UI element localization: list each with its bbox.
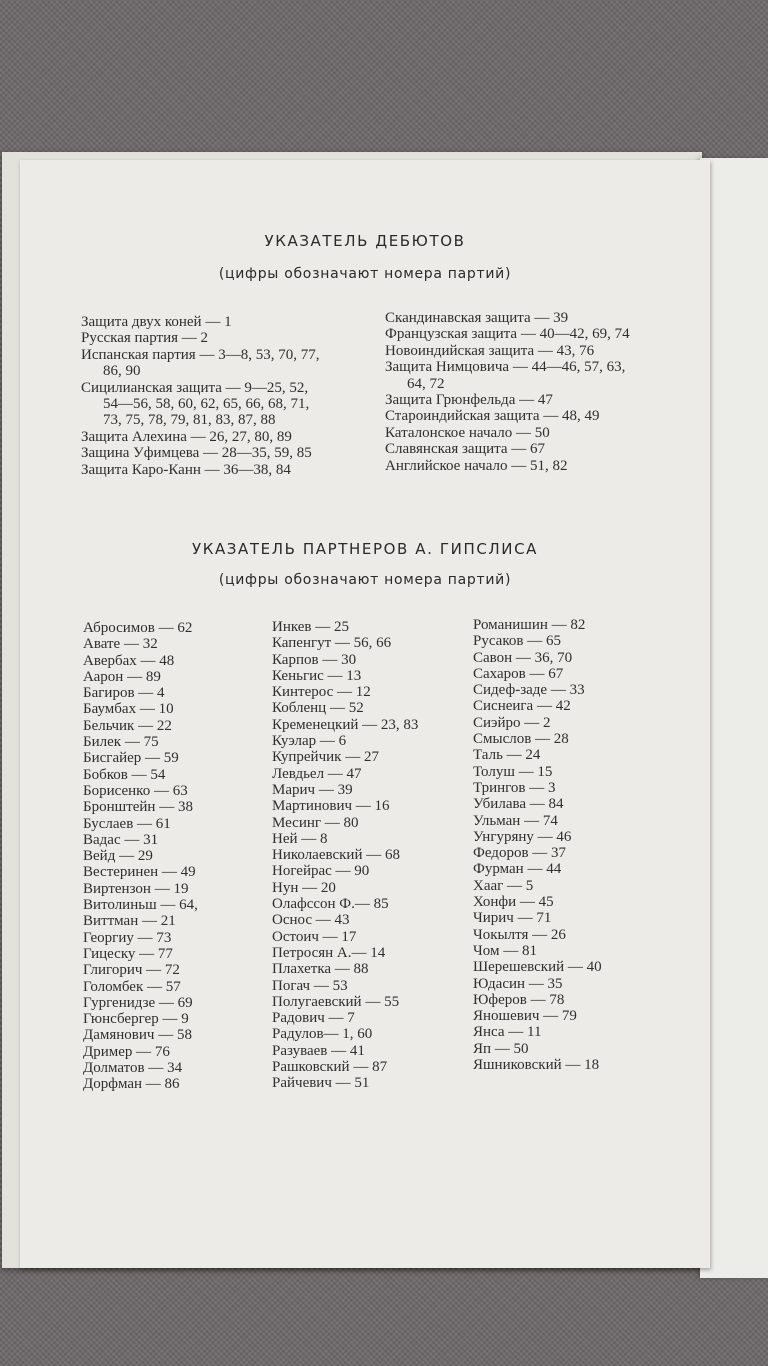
partner-entry: Николаевский — 68 <box>272 847 400 864</box>
partner-entry: Авербах — 48 <box>83 652 175 669</box>
partner-entry: Райчевич — 51 <box>272 1075 370 1092</box>
partner-entry: Сиснеига — 42 <box>473 698 571 715</box>
opening-entry: Защита Грюнфельда — 47 <box>385 392 553 409</box>
opening-entry: Защита двух коней — 1 <box>81 314 232 330</box>
partner-entry: Романишин — 82 <box>473 617 586 633</box>
partner-entry: Петросян А.— 14 <box>272 944 386 961</box>
partner-entry: Гюнсбергер — 9 <box>83 1011 189 1028</box>
partner-entry: Яп — 50 <box>473 1040 529 1057</box>
partner-entry: Унгуряну — 46 <box>473 828 572 845</box>
partner-entry: Борисенко — 63 <box>83 782 188 799</box>
partner-entry: Дорфман — 86 <box>83 1076 180 1093</box>
partner-entry: Кеньгис — 13 <box>272 667 362 684</box>
partner-entry: Бобков — 54 <box>83 766 166 783</box>
partner-entry: Олафссон Ф.— 85 <box>272 896 389 913</box>
partner-entry: Остоич — 17 <box>272 928 357 945</box>
partner-entry: Радулов— 1, 60 <box>272 1026 373 1043</box>
partner-entry: Трингов — 3 <box>473 779 556 796</box>
opening-entry: Староиндийская защита — 48, 49 <box>385 408 600 425</box>
partner-entry: Чом — 81 <box>473 942 537 959</box>
opening-entry: Защита Алехина — 26, 27, 80, 89 <box>81 428 292 445</box>
partner-entry: Оснос — 43 <box>272 912 350 929</box>
partner-entry: Толуш — 15 <box>473 763 553 780</box>
partner-entry: Карпов — 30 <box>272 651 357 668</box>
partner-entry: Хонфи — 45 <box>473 894 554 911</box>
partners-column-3 <box>473 617 602 1073</box>
partner-entry: Яношевич — 79 <box>473 1008 577 1025</box>
partner-entry: Витолиньш — 64, <box>83 897 198 914</box>
partner-entry: Месинг — 80 <box>272 814 359 831</box>
opening-entry: 64, 72 <box>407 375 445 392</box>
partner-entry: Мартинович — 16 <box>272 798 390 815</box>
partners-index-subtitle: (цифры обозначают номера партий) <box>218 572 512 588</box>
opening-entry: Новоиндийская защита — 43, 76 <box>385 342 595 359</box>
partner-entry: Полугаевский — 55 <box>272 993 400 1010</box>
opening-entry: Русская партия — 2 <box>81 330 208 347</box>
opening-entry: Скандинавская защита — 39 <box>385 310 569 326</box>
partner-entry: Инкев — 25 <box>272 619 350 635</box>
partner-entry: Чирич — 71 <box>473 910 552 927</box>
partner-entry: Хааг — 5 <box>473 877 534 894</box>
partner-entry: Бельчик — 22 <box>83 717 172 734</box>
partner-entry: Дамянович — 58 <box>83 1027 192 1044</box>
partner-entry: Глигорич — 72 <box>83 962 180 979</box>
opening-entry: Испанская партия — 3—8, 53, 70, 77, <box>81 346 320 363</box>
partner-entry: Виттман — 21 <box>83 913 176 930</box>
partner-entry: Баумбах — 10 <box>83 701 174 718</box>
partner-entry: Разуваев — 41 <box>272 1042 365 1059</box>
partner-entry: Вадас — 31 <box>83 831 159 848</box>
opening-entry: Славянская защита — 67 <box>385 441 546 458</box>
partner-entry: Марич — 39 <box>272 781 353 798</box>
partner-entry: Дример — 76 <box>83 1043 170 1060</box>
opening-entry: Каталонское начало — 50 <box>385 424 550 441</box>
partner-entry: Сидеф-заде — 33 <box>473 682 585 699</box>
partner-entry: Плахетка — 88 <box>272 961 369 978</box>
openings-right-column <box>385 310 630 474</box>
partner-entry: Капенгут — 56, 66 <box>272 635 392 652</box>
opening-entry: Защита Нимцовича — 44—46, 57, 63, <box>385 359 626 376</box>
partner-entry: Убилава — 84 <box>473 796 564 813</box>
partner-entry: Фурман — 44 <box>473 861 562 878</box>
partner-entry: Чокылтя — 26 <box>473 926 566 943</box>
partners-index-title: УКАЗАТЕЛЬ ПАРТНЕРОВ А. ГИПСЛИСА <box>191 540 539 558</box>
partner-entry: Левдьел — 47 <box>272 765 362 782</box>
partners-column-1 <box>83 620 198 1093</box>
partner-entry: Янса — 11 <box>473 1024 542 1041</box>
partner-entry: Сахаров — 67 <box>473 665 564 682</box>
opening-entry: 54—56, 58, 60, 62, 65, 66, 68, 71, <box>103 396 310 413</box>
partner-entry: Бронштейн — 38 <box>83 799 193 816</box>
partner-entry: Вестеринен — 49 <box>83 864 196 881</box>
partner-entry: Аарон — 89 <box>83 668 161 685</box>
partners-column-2 <box>272 619 418 1092</box>
partner-entry: Нун — 20 <box>272 879 336 896</box>
partner-entry: Ней — 8 <box>272 830 328 847</box>
partner-entry: Радович — 7 <box>272 1010 355 1027</box>
facing-page <box>700 158 768 1278</box>
partner-entry: Долматов — 34 <box>83 1060 183 1077</box>
partner-entry: Кременецкий — 23, 83 <box>272 716 419 733</box>
partner-entry: Шерешевский — 40 <box>473 959 602 976</box>
openings-index-subtitle: (цифры обозначают номера партий) <box>218 266 512 282</box>
opening-entry: Английское начало — 51, 82 <box>385 457 568 474</box>
opening-entry: Защина Уфимцева — 28—35, 59, 85 <box>81 445 312 462</box>
partner-entry: Гицеску — 77 <box>83 945 173 962</box>
partner-entry: Абросимов — 62 <box>83 620 193 636</box>
opening-entry: 73, 75, 78, 79, 81, 83, 87, 88 <box>103 412 276 429</box>
partner-entry: Бисгайер — 59 <box>83 750 179 767</box>
partner-entry: Ногейрас — 90 <box>272 863 370 880</box>
book-page <box>20 160 710 1268</box>
partner-entry: Кинтерос — 12 <box>272 684 371 701</box>
partner-entry: Смыслов — 28 <box>473 731 569 748</box>
opening-entry: Защита Каро-Канн — 36—38, 84 <box>81 461 291 478</box>
partner-entry: Сиэйро — 2 <box>473 714 551 731</box>
partner-entry: Буслаев — 61 <box>83 815 171 832</box>
partner-entry: Виртензон — 19 <box>83 880 189 897</box>
partner-entry: Погач — 53 <box>272 977 348 994</box>
partner-entry: Гургенидзе — 69 <box>83 994 193 1011</box>
partner-entry: Юдасин — 35 <box>473 975 563 992</box>
openings-left-column <box>81 314 319 478</box>
partner-entry: Федоров — 37 <box>473 845 567 862</box>
partner-entry: Голомбек — 57 <box>83 978 181 995</box>
opening-entry: 86, 90 <box>103 363 141 380</box>
partner-entry: Русаков — 65 <box>473 633 561 650</box>
partner-entry: Билек — 75 <box>83 734 159 751</box>
partner-entry: Кобленц — 52 <box>272 700 364 717</box>
partner-entry: Вейд — 29 <box>83 848 153 865</box>
partner-entry: Рашковский — 87 <box>272 1059 388 1076</box>
partner-entry: Купрейчик — 27 <box>272 749 379 766</box>
partner-entry: Савон — 36, 70 <box>473 649 573 666</box>
partner-entry: Юферов — 78 <box>473 991 565 1008</box>
openings-index-title: УКАЗАТЕЛЬ ДЕБЮТОВ <box>264 232 466 250</box>
partner-entry: Таль — 24 <box>473 747 541 764</box>
partner-entry: Георгиу — 73 <box>83 929 172 946</box>
opening-entry: Сицилианская защита — 9—25, 52, <box>81 379 309 396</box>
partner-entry: Куэлар — 6 <box>272 733 347 750</box>
partner-entry: Багиров — 4 <box>83 685 165 702</box>
partner-entry: Авате — 32 <box>83 636 158 653</box>
partner-entry: Яшниковский — 18 <box>473 1057 600 1074</box>
opening-entry: Французская защита — 40—42, 69, 74 <box>385 326 630 343</box>
partner-entry: Ульман — 74 <box>473 812 558 829</box>
